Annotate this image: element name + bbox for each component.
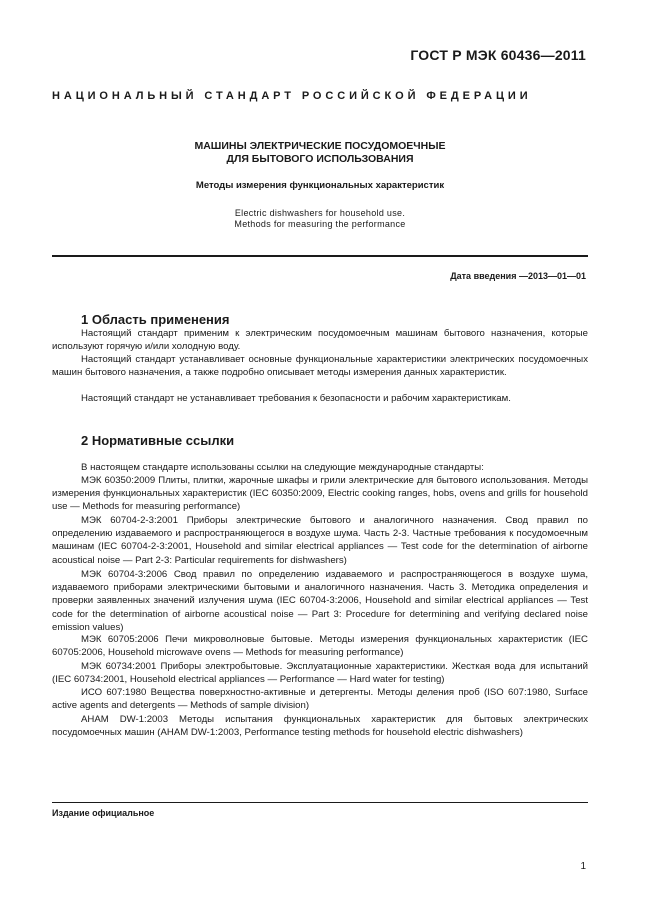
- scope-paragraph: Настоящий стандарт применим к электрическим посудомоечным машинам бытового назначения, которые используют горячую и/или холодную воду.: [52, 328, 588, 353]
- introduction-date: Дата введения —2013—01—01: [450, 271, 586, 281]
- document-code: ГОСТ Р МЭК 60436—2011: [410, 47, 586, 63]
- reference-item: МЭК 60704-3:2006 Свод правил по определению издаваемого и распространяющегося в воздухе шума, издаваемого приборами электрическими бытовыми и аналогичного назначения. Часть 3. Методика определения и проверки заявленных значений излучения шума (IEC 60704-3:2006, Household and similar electrical appliances — Test code for the determination of airborne acoustical noise — Part 3: Procedure for determining and verifying declared noise emission values): [52, 569, 588, 633]
- english-title-line-2: Methods for measuring the performance: [234, 219, 406, 229]
- reference-item: МЭК 60704-2-3:2001 Приборы электрические бытового и аналогичного назначения. Свод правил по определению издаваемого и распространяющегося в воздухе шума. Часть 2-3. Частные требования к посудомоечным машинам (IEC 60704-2-3:2001, Household and similar electrical appliances — Test code for the determination of airborne acoustical noise — Part 2-3: Particular requirements for dishwashers): [52, 515, 588, 566]
- references-paragraph: В настоящем стандарте использованы ссылки на следующие международные стандарты:: [81, 462, 484, 473]
- scope-paragraph: Настоящий стандарт устанавливает основные функциональные характеристики электрических посудомоечных машин бытового назначения, а также подробно описывает методы измерения данных характеристик.: [52, 354, 588, 379]
- title-line-1: МАШИНЫ ЭЛЕКТРИЧЕСКИЕ ПОСУДОМОЕЧНЫЕ: [194, 140, 446, 152]
- reference-item: МЭК 60705:2006 Печи микроволновые бытовые. Методы измерения функциональных характеристик (IEC 60705:2006, Household microwave ovens — Methods for measuring performance): [52, 634, 588, 659]
- section-1-heading: 1 Область применения: [81, 312, 230, 327]
- top-divider: [52, 255, 588, 257]
- page-number: 1: [580, 861, 586, 872]
- title-line-2: ДЛЯ БЫТОВОГО ИСПОЛЬЗОВАНИЯ: [226, 153, 414, 165]
- english-title-line-1: Electric dishwashers for household use.: [234, 208, 406, 218]
- footer-divider: [52, 802, 588, 803]
- scope-paragraph: Настоящий стандарт не устанавливает требования к безопасности и рабочим характеристикам.: [81, 393, 511, 404]
- national-standard-banner: НАЦИОНАЛЬНЫЙ СТАНДАРТ РОССИЙСКОЙ ФЕДЕРАЦИИ: [52, 90, 532, 102]
- section-2-heading: 2 Нормативные ссылки: [81, 433, 235, 448]
- reference-item: МЭК 60734:2001 Приборы электробытовые. Эксплуатационные характеристики. Жесткая вода для испытаний (IEC 60734:2001, Household electrical appliances — Performance — Hard water for testing): [52, 661, 588, 686]
- edition-label: Издание официальное: [52, 808, 155, 818]
- subtitle: Методы измерения функциональных характеристик: [195, 180, 445, 191]
- reference-item: ИСО 607:1980 Вещества поверхностно-активные и детергенты. Методы деления проб (ISO 607:1980, Surface active agents and detergents — Methods of sample division): [52, 687, 588, 712]
- reference-item: МЭК 60350:2009 Плиты, плитки, жарочные шкафы и грили электрические для бытового использования. Методы измерения функциональных характеристик (IEC 60350:2009, Electric cooking ranges, hobs, ovens and grills for household use — Methods for measuring performance): [52, 475, 588, 513]
- reference-item: AHAM DW-1:2003 Методы испытания функциональных характеристик для бытовых электрических посудомоечных машин (AHAM DW-1:2003, Performance testing methods for household electric dishwashers): [52, 714, 588, 739]
